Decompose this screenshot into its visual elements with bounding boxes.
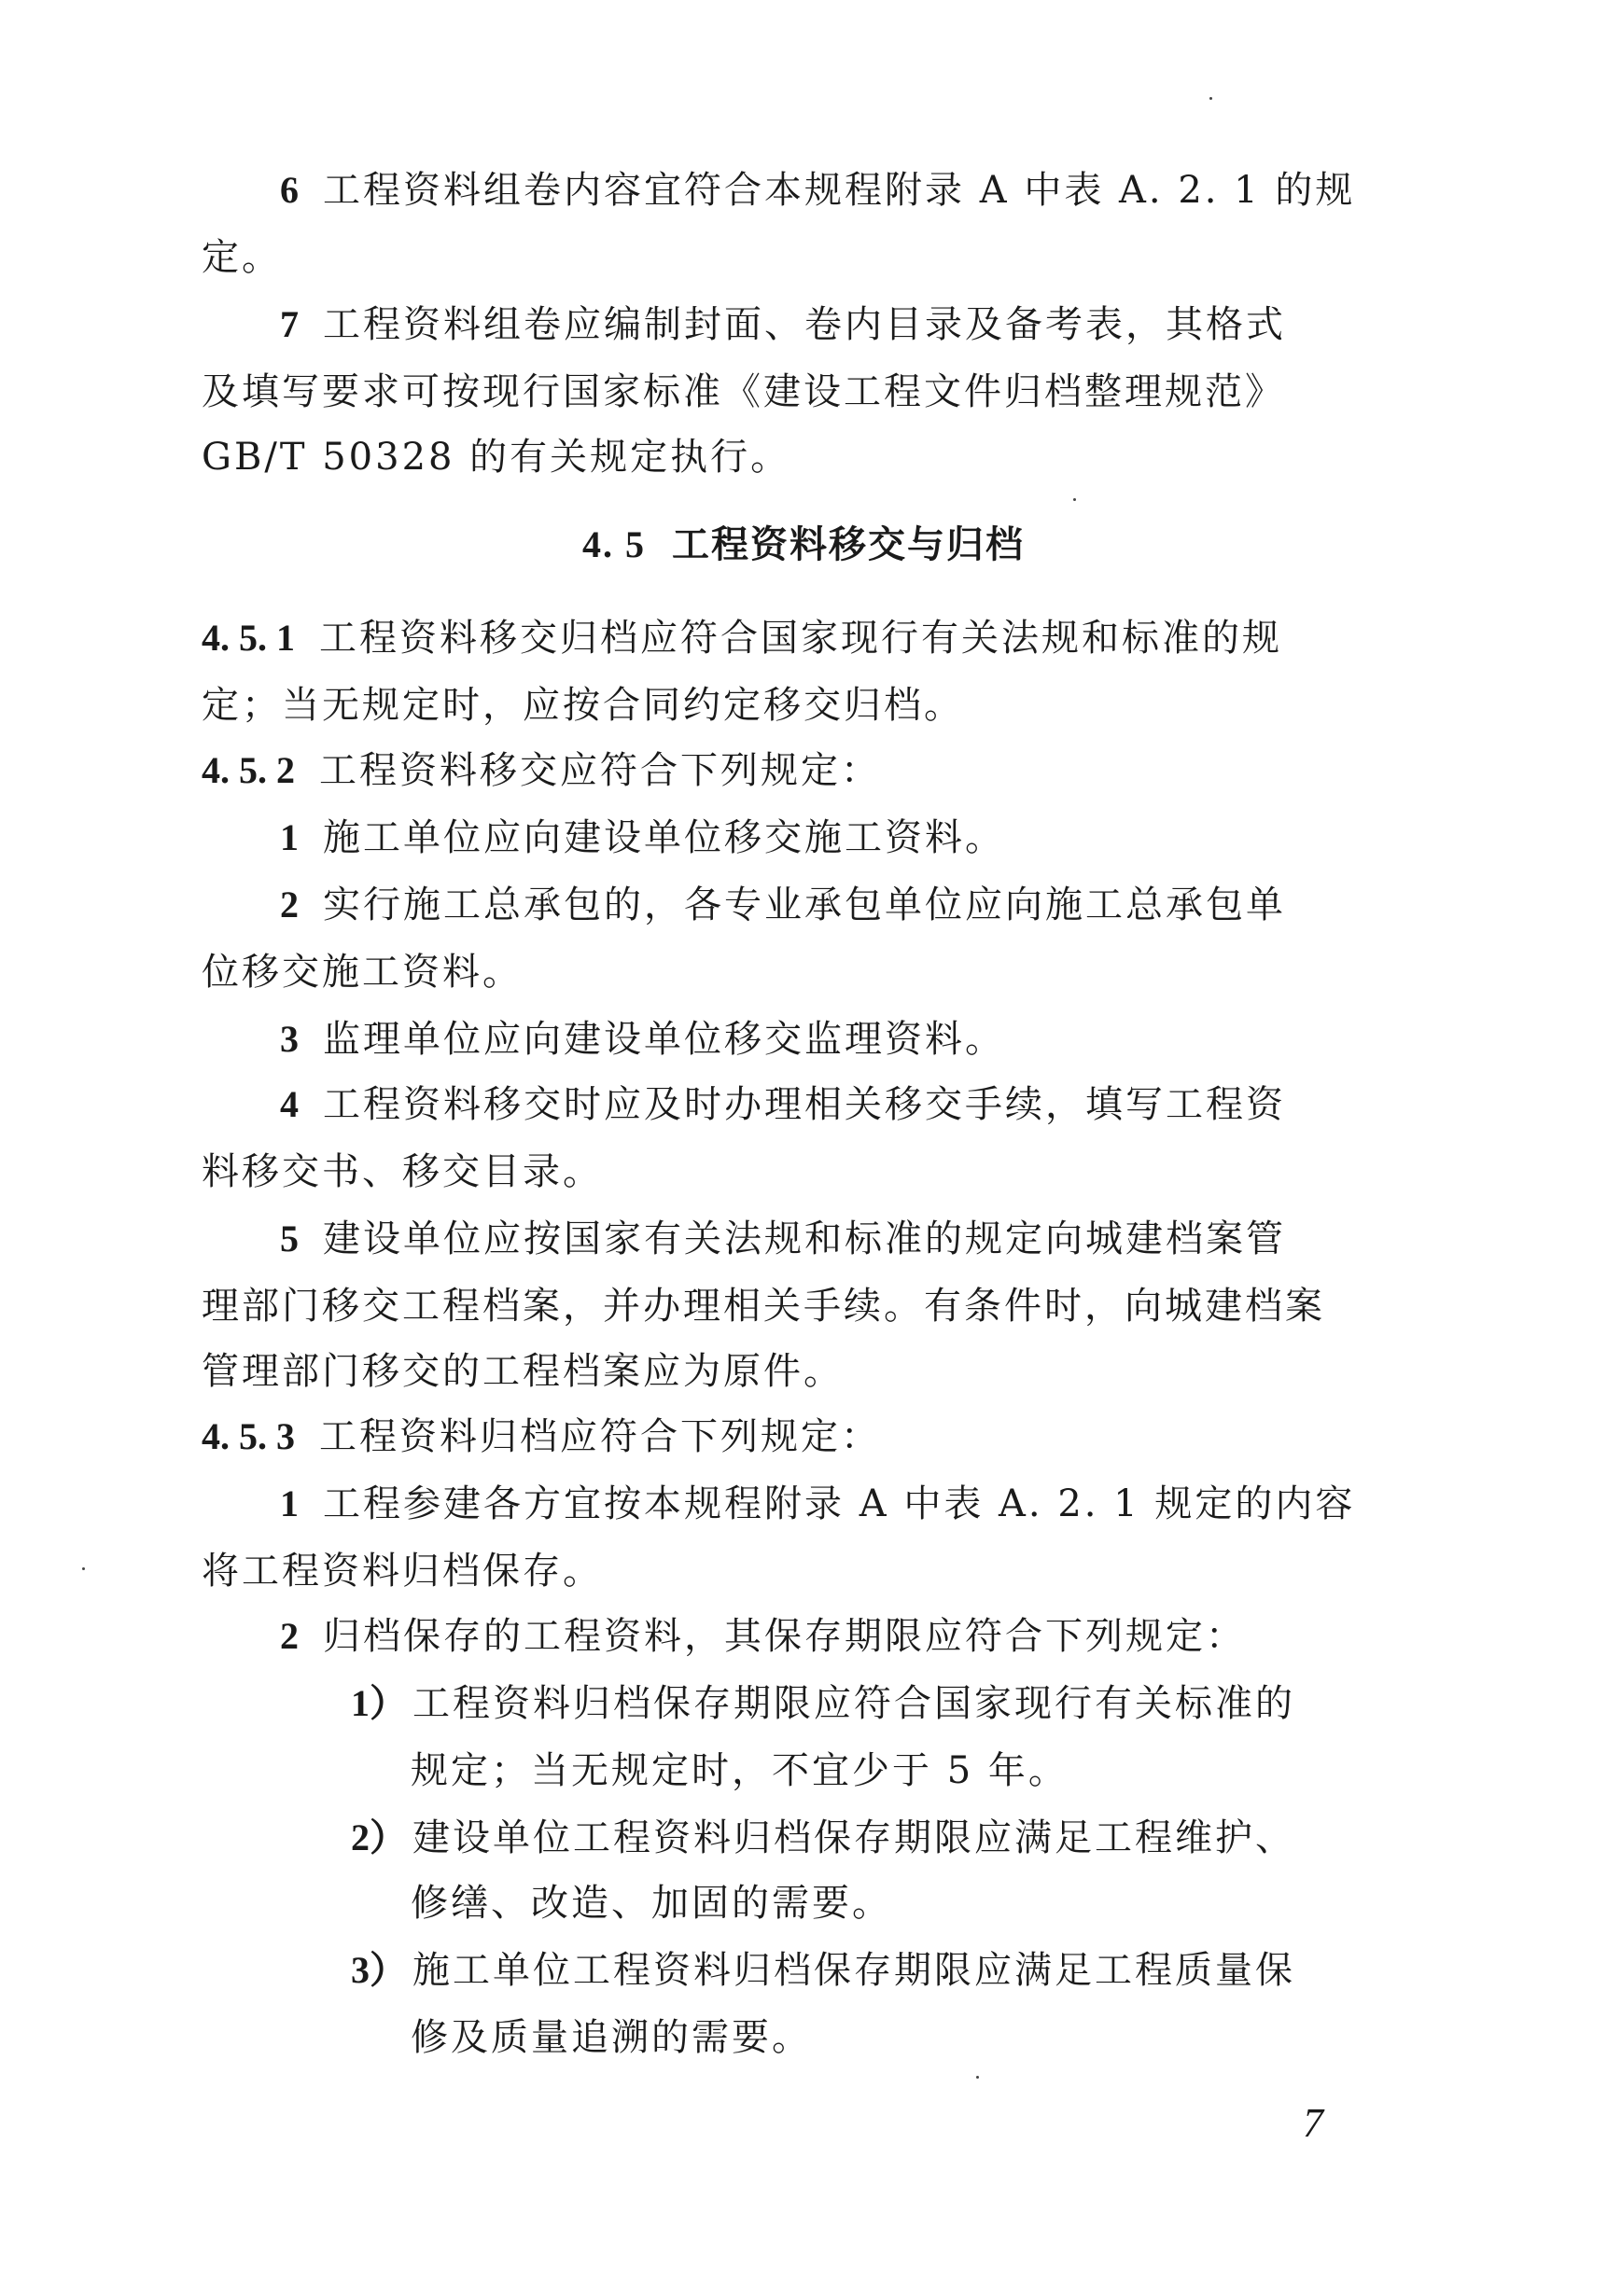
list-item [280,1215,1286,1263]
page-number: 7 [1303,2100,1323,2146]
item-number: 1 [280,1482,299,1524]
clause-4-5-3-line-1 [202,1412,881,1461]
item-number: 3 [280,1018,299,1060]
clause-number: 4. 5. 2 [202,749,295,791]
item-7-line-1 [280,300,1286,349]
list-item-continuation: 管理部门移交的工程档案应为原件。 [202,1350,844,1393]
item-text: 施工单位应向建设单位移交施工资料。 [323,816,1005,859]
item-text: 实行施工总承包的，各专业承包单位应向施工总承包单 [323,884,1286,926]
clause-4-5-1-line-1 [202,614,1282,662]
sub-item-text: 施工单位工程资料归档保存期限应满足工程质量保 [412,1949,1295,1992]
list-item [280,814,1005,862]
item-text: 工程参建各方宜按本规程附录 A 中表 A. 2. 1 规定的内容 [323,1482,1356,1525]
item-number: 1 [280,816,299,858]
scan-speck [1209,97,1212,100]
list-item-continuation: 料移交书、移交目录。 [202,1150,603,1193]
item-7-line-3: GB/T 50328 的有关规定执行。 [202,436,791,479]
sub-list-item-continuation: 修及质量追溯的需要。 [411,2016,812,2059]
list-item-continuation: 位移交施工资料。 [202,951,523,994]
sub-list-item [351,1946,1295,1995]
item-text: 工程资料移交时应及时办理相关移交手续，填写工程资 [323,1083,1286,1126]
list-item-continuation: 将工程资料归档保存。 [202,1550,603,1593]
item-text: 工程资料组卷应编制封面、卷内目录及备考表，其格式 [323,303,1286,346]
item-6-line-1 [280,166,1355,215]
item-number: 7 [280,303,299,345]
clause-4-5-2-line-1 [202,746,881,795]
sub-item-text: 建设单位工程资料归档保存期限应满足工程维护、 [412,1816,1295,1859]
clause-number: 4. 5. 3 [202,1415,295,1457]
scan-speck [976,2076,979,2079]
section-heading [0,521,1607,569]
item-number: 2 [280,884,299,925]
item-text: 建设单位应按国家有关法规和标准的规定向城建档案管 [323,1218,1286,1260]
item-6-line-2: 定。 [202,236,282,279]
list-item [280,881,1286,929]
list-item [280,1015,1005,1064]
item-text: 工程资料组卷内容宜符合本规程附录 A 中表 A. 2. 1 的规 [323,169,1356,212]
list-item [280,1612,1246,1661]
clause-text: 工程资料移交应符合下列规定： [319,749,881,792]
item-number: 4 [280,1083,299,1125]
list-item [280,1080,1286,1129]
list-item [280,1480,1355,1528]
sub-item-text: 工程资料归档保存期限应符合国家现行有关标准的 [412,1682,1295,1725]
section-title: 工程资料移交与归档 [672,523,1025,566]
sub-list-item [351,1814,1295,1862]
sub-list-item-continuation: 修缮、改造、加固的需要。 [411,1882,892,1925]
clause-4-5-1-line-2: 定；当无规定时，应按合同约定移交归档。 [202,684,964,727]
sub-list-item-continuation: 规定；当无规定时，不宜少于 5 年。 [411,1749,1069,1792]
scan-speck [82,1567,85,1570]
item-text: 归档保存的工程资料，其保存期限应符合下列规定： [323,1615,1246,1658]
sub-item-number: 2） [351,1816,407,1858]
item-number: 6 [280,169,299,211]
item-text: 监理单位应向建设单位移交监理资料。 [323,1018,1005,1061]
sub-item-number: 3） [351,1949,407,1991]
item-7-line-2: 及填写要求可按现行国家标准《建设工程文件归档整理规范》 [202,370,1285,413]
item-number: 5 [280,1218,299,1259]
list-item-continuation: 理部门移交工程档案，并办理相关手续。有条件时，向城建档案 [202,1285,1325,1328]
scan-speck [1073,498,1076,501]
clause-number: 4. 5. 1 [202,617,295,659]
section-number: 4. 5 [582,523,646,565]
sub-item-number: 1） [351,1682,407,1724]
clause-text: 工程资料归档应符合下列规定： [319,1415,881,1458]
sub-list-item [351,1679,1295,1728]
clause-text: 工程资料移交归档应符合国家现行有关法规和标准的规 [319,617,1282,660]
item-number: 2 [280,1615,299,1657]
